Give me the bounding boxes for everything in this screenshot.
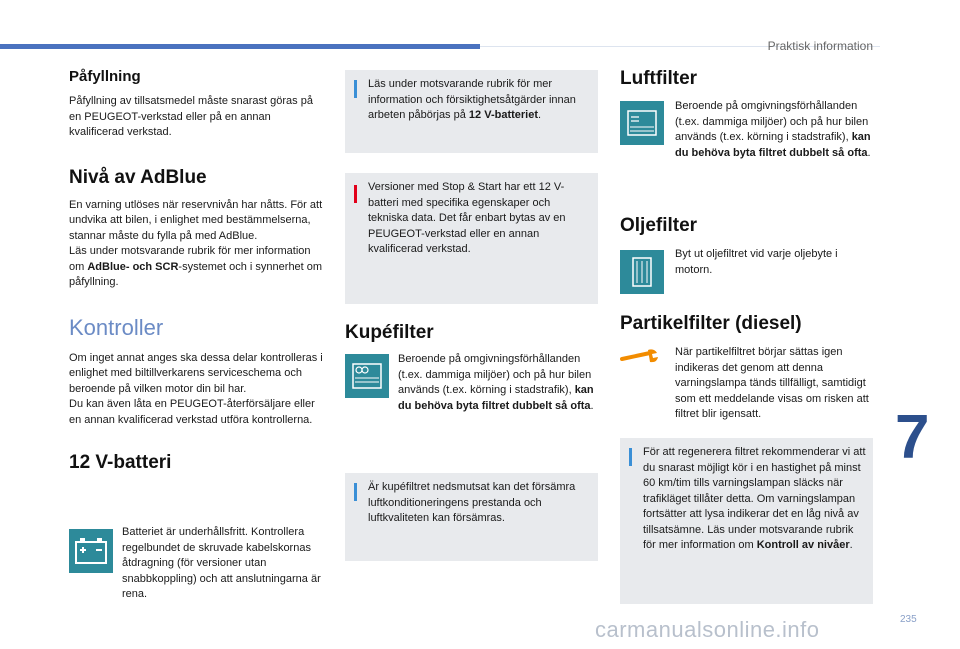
info-box-particle-filter-text: För att regenerera filtret rekommenderar vi att du snarast möjligt kör i en hastighet på minst 60 km/tim tills varningslampan släcks när trafikläget tillåter detta. Om varningslampan fortsätter att lysa indikerar det en låg nivå av tillsatsämne. Läs under motsvarande rubrik för mer information om Kontroll av nivåer. (643, 446, 866, 551)
info-icon (354, 483, 357, 501)
battery-icon (69, 529, 113, 573)
pafyllning-heading: Påfyllning (69, 68, 141, 85)
page-number: 235 (900, 614, 917, 625)
watermark: carmanualsonline.info (595, 617, 820, 642)
partikelfilter-heading: Partikelfilter (diesel) (620, 313, 802, 334)
wrench-icon (620, 347, 664, 367)
warning-icon (354, 185, 357, 203)
info-box-cabin-filter-text: Är kupéfiltret nedsmutsat kan det försämra luftkonditioneringens prestanda och luftkvaliteten kan försämras. (368, 481, 576, 524)
header-accent-bar (0, 44, 480, 49)
luftfilter-text: Beroende på omgivningsförhållanden (t.ex. dammiga miljöer) och på hur bilen används (t.ex. körning i stadstrafik), kan du behöva byta filtret dubbelt så ofta. (675, 100, 871, 159)
batteri-text: Batteriet är underhållsfritt. Kontrollera regelbundet de skruvade kabelskornas åtdragning (för versioner utan snabbkoppling) och att anslutningarna är rena. (122, 526, 321, 600)
section-title: Praktisk information (767, 39, 873, 53)
chapter-number: 7 (895, 403, 930, 472)
info-icon (629, 448, 632, 466)
pafyllning-text: Påfyllning av tillsatsmedel måste snarast göras på en PEUGEOT-verkstad eller på en annan kvalificerad verkstad. (69, 95, 313, 138)
kupefilter-heading: Kupéfilter (345, 322, 434, 343)
adblue-heading: Nivå av AdBlue (69, 166, 207, 188)
adblue-text-1: En varning utlöses när reservnivån har nåtts. För att undvika att bilen, i enlighet med bestämmelserna, stannar måste du fylla på med AdBlue. (69, 198, 323, 242)
kontroller-text-1: Om inget annat anges ska dessa delar kontrolleras i enlighet med biltillverkarens serviceschema och beroende på vilken motor din bil har. (69, 351, 323, 395)
oil-filter-icon (620, 250, 664, 294)
warning-box-text: Versioner med Stop & Start har ett 12 V-batteri med specifika egenskaper och tekniska data. Det får enbart bytas av en PEUGEOT-verkstad eller en annan kvalificerad verkstad. (368, 181, 566, 255)
partikelfilter-text: När partikelfiltret börjar sättas igen indikeras det genom att denna varningslampa tänds tillfälligt, samtidigt som ett meddelande visas om risken att filtret blir igensatt. (675, 346, 869, 420)
warning-box-stop-start (345, 173, 598, 304)
info-box-battery-text: Läs under motsvarande rubrik för mer information och försiktighetsåtgärder innan arbeten påbörjas på 12 V-batteriet. (368, 78, 576, 121)
info-box-battery (345, 70, 598, 153)
column-1 (69, 68, 327, 474)
kontroller-text-2: Du kan även låta en PEUGEOT-återförsäljare eller en annan kvalificerad verkstad utföra kontrollerna. (69, 398, 315, 426)
info-icon (354, 80, 357, 98)
batteri-heading: 12 V-batteri (69, 452, 172, 473)
oljefilter-text: Byt ut oljefiltret vid varje oljebyte i motorn. (675, 248, 838, 276)
luftfilter-heading: Luftfilter (620, 68, 698, 89)
kontroller-heading: Kontroller (69, 314, 164, 340)
air-filter-icon (620, 101, 664, 145)
kupefilter-text: Beroende på omgivningsförhållanden (t.ex. dammiga miljöer) och på hur bilen används (t.ex. körning i stadstrafik), kan du behöva byta filtret dubbelt så ofta. (398, 353, 594, 412)
adblue-text-2: Läs under motsvarande rubrik för mer information om AdBlue- och SCR-systemet och i synnerhet om påfyllning. (69, 245, 323, 288)
cabin-filter-icon (345, 354, 389, 398)
oljefilter-heading: Oljefilter (620, 215, 698, 236)
info-box-cabin-filter (345, 473, 598, 561)
info-box-particle-filter (620, 438, 873, 604)
